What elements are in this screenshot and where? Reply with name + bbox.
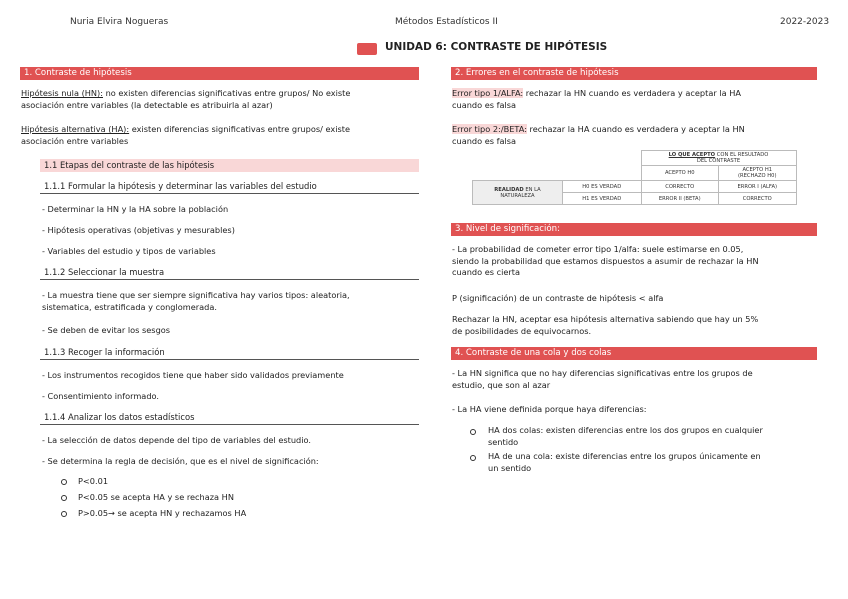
- subsection-1-1-4: 1.1.4 Analizar los datos estadísticos: [40, 411, 419, 425]
- subsection-1-1-2: 1.1.2 Seleccionar la muestra: [40, 266, 419, 280]
- bullet-icon: [61, 495, 67, 501]
- unit-badge: [357, 43, 377, 55]
- list-item: [42, 290, 418, 313]
- list-item: - Determinar la HN y la HA sobre la población: [42, 204, 229, 214]
- subsection-1-1: 1.1 Etapas del contraste de las hipótesis: [40, 159, 419, 172]
- table-cell: H0 ES VERDAD: [563, 181, 642, 193]
- one-tail-line-1: HA de una cola: existe diferencias entre los grupos únicamente en: [488, 451, 761, 461]
- row-header-rest: EN LA: [523, 186, 541, 193]
- error-type-2: [452, 124, 816, 147]
- list-item: [488, 425, 816, 448]
- unit-title: UNIDAD 6: CONTRASTE DE HIPÓTESIS: [385, 41, 608, 53]
- tails-text-1: [452, 368, 816, 391]
- section-2-title: 2. Errores en el contraste de hipótesis: [451, 67, 817, 80]
- bullet-icon: [470, 455, 476, 461]
- error-type-1: [452, 88, 816, 111]
- sig-line-3: cuando es cierta: [452, 267, 521, 277]
- bullet-icon: [470, 429, 476, 435]
- table-cell: CORRECTO: [641, 181, 719, 193]
- ha-term: Hipótesis alternativa (HA):: [21, 124, 130, 134]
- header-subject: Métodos Estadísticos II: [395, 17, 498, 27]
- hn-term: Hipótesis nula (HN):: [21, 88, 103, 98]
- subsection-1-1-1: 1.1.1 Formular la hipótesis y determinar las variables del estudio: [40, 180, 419, 194]
- sig-line-1: - La probabilidad de cometer error tipo 1/alfa: suele estimarse en 0.05,: [452, 244, 744, 254]
- reject-line-1: Rechazar la HN, aceptar esa hipótesis alternativa sabiendo que hay un 5%: [452, 314, 759, 324]
- significance-text-2: P (significación) de un contraste de hipótesis < alfa: [452, 293, 664, 303]
- col-header: [719, 166, 797, 181]
- ha-text-2: asociación entre variables: [21, 135, 129, 146]
- two-tail-line-2: sentido: [488, 436, 519, 447]
- col2-line2: (RECHAZO H0): [738, 173, 777, 179]
- list-item: P<0.05 se acepta HA y se rechaza HN: [78, 492, 234, 502]
- section-3-title: 3. Nivel de significación:: [451, 223, 817, 236]
- table-cell: ERROR I (ALFA): [719, 181, 797, 193]
- error-1-text-2: cuando es falsa: [452, 99, 517, 110]
- ha-definition: [21, 124, 418, 147]
- section-1-title: 1. Contraste de hipótesis: [20, 67, 419, 80]
- sig-line-2: siendo la probabilidad que estamos dispuestos a asumir de rechazar la HN: [452, 255, 759, 266]
- sample-text-1: - La muestra tiene que ser siempre significativa hay varios tipos: aleatoria,: [42, 290, 350, 300]
- tails-line-1: - La HN significa que no hay diferencias significativas entre los grupos de: [452, 368, 753, 378]
- list-item: - Hipótesis operativas (objetivas y mesurables): [42, 225, 235, 235]
- significance-text-1: [452, 244, 816, 279]
- header-year: 2022-2023: [780, 17, 830, 27]
- table-top-header: [641, 151, 796, 166]
- tails-line-2: estudio, que son al azar: [452, 379, 551, 390]
- top-header-bold: LO QUE ACEPTO: [668, 152, 716, 158]
- bullet-icon: [61, 511, 67, 517]
- list-item: [488, 451, 816, 474]
- col2-line1: ACEPTO H1: [742, 167, 773, 173]
- row-header: [473, 181, 563, 205]
- list-item: - Consentimiento informado.: [42, 391, 159, 401]
- bullet-icon: [61, 479, 67, 485]
- error-2-text-1: rechazar la HA cuando es verdadera y aceptar la HN: [526, 124, 745, 134]
- tails-text-2: - La HA viene definida porque haya diferencias:: [452, 404, 647, 414]
- table-cell: CORRECTO: [719, 193, 797, 205]
- significance-text-3: [452, 314, 816, 337]
- reject-line-2: de posibilidades de equivocarnos.: [452, 325, 592, 336]
- one-tail-line-2: un sentido: [488, 462, 532, 473]
- row-header-line2: NATURALEZA: [500, 192, 535, 199]
- list-item: P<0.01: [78, 476, 109, 486]
- subsection-1-1-3: 1.1.3 Recoger la información: [40, 346, 419, 360]
- hn-definition: [21, 88, 418, 111]
- hn-text-1: no existen diferencias significativas entre grupos/ No existe: [103, 88, 351, 98]
- error-1-term: Error tipo 1/ALFA:: [452, 88, 524, 98]
- error-table: [472, 150, 797, 205]
- top-header-rest: CON EL RESULTADO: [715, 152, 769, 158]
- hn-text-2: asociación entre variables (la detectable es atribuirla al azar): [21, 99, 273, 110]
- list-item: - Se determina la regla de decisión, que es el nivel de significación:: [42, 456, 319, 466]
- error-2-term: Error tipo 2:/BETA:: [452, 124, 527, 134]
- ha-text-1: existen diferencias significativas entre grupos/ existe: [129, 124, 350, 134]
- header-author: Nuria Elvira Nogueras: [70, 17, 169, 27]
- table-cell: ERROR II (BETA): [641, 193, 719, 205]
- section-4-title: 4. Contraste de una cola y dos colas: [451, 347, 817, 360]
- top-header-line2: DEL CONTRASTE: [696, 158, 741, 164]
- row-header-bold: REALIDAD: [494, 186, 524, 193]
- table-cell: H1 ES VERDAD: [563, 193, 642, 205]
- col-header: ACEPTO H0: [641, 166, 719, 181]
- list-item: - Variables del estudio y tipos de variables: [42, 246, 216, 256]
- error-2-text-2: cuando es falsa: [452, 135, 517, 146]
- sample-text-2: sistematica, estratificada y conglomerada.: [42, 301, 217, 312]
- error-1-text-1: rechazar la HN cuando es verdadera y aceptar la HA: [523, 88, 741, 98]
- list-item: P>0.05→ se acepta HN y rechazamos HA: [78, 508, 247, 518]
- list-item: - La selección de datos depende del tipo de variables del estudio.: [42, 435, 311, 445]
- list-item: - Los instrumentos recogidos tiene que haber sido validados previamente: [42, 370, 344, 380]
- list-item: - Se deben de evitar los sesgos: [42, 325, 171, 335]
- two-tail-line-1: HA dos colas: existen diferencias entre los dos grupos en cualquier: [488, 425, 763, 435]
